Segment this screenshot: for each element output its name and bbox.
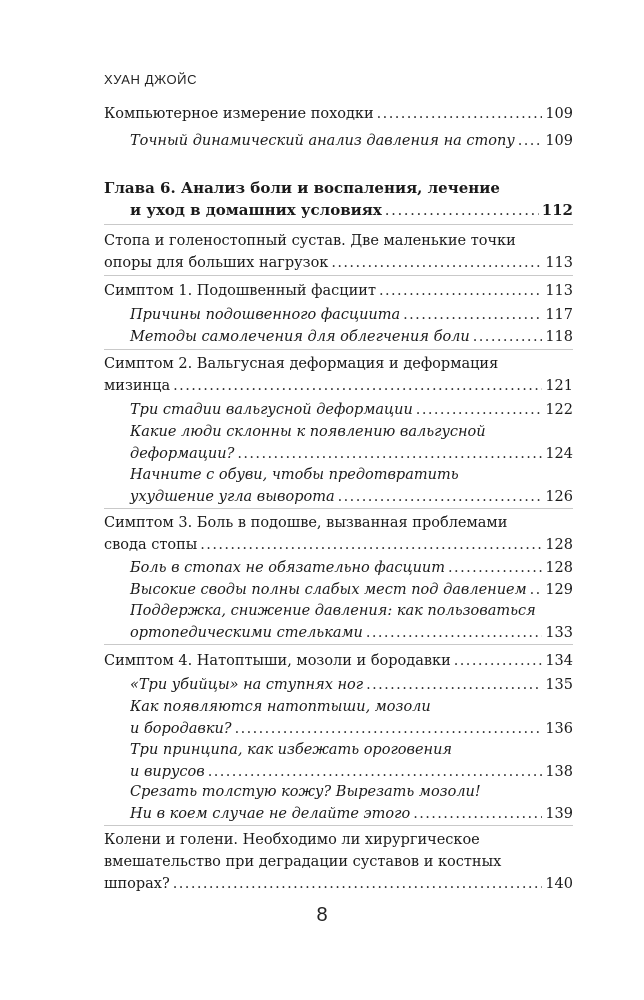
leader-dots xyxy=(366,622,542,644)
leader-dots xyxy=(413,803,542,825)
toc-subentry xyxy=(130,557,573,579)
toc-entry-title-line: Колени и голени. Необходимо ли хирургическое xyxy=(104,832,480,848)
toc-entry xyxy=(104,650,573,672)
leader-dots xyxy=(454,650,543,672)
toc-page-number: 138 xyxy=(545,764,573,780)
toc-entry-title: Три стадии вальгусной деформации xyxy=(130,402,413,418)
toc-page-number: 129 xyxy=(545,582,573,598)
toc-page-number: 135 xyxy=(545,677,573,693)
toc-entry-title: мизинца xyxy=(104,378,171,394)
toc-subentry xyxy=(130,304,573,326)
toc-entry xyxy=(104,280,573,302)
leader-dots xyxy=(530,579,543,601)
toc-subentry xyxy=(130,696,573,740)
toc-entry-title-line: Стопа и голеностопный сустав. Две маленькие точки xyxy=(104,233,516,249)
toc-entry-title: ортопедическими стельками xyxy=(130,625,363,641)
toc-entry-title-line: Симптом 2. Вальгусная деформация и деформация xyxy=(104,356,499,372)
toc-entry xyxy=(104,829,573,895)
section-divider xyxy=(104,275,573,276)
leader-dots xyxy=(173,873,543,895)
toc-page-number: 109 xyxy=(545,106,573,122)
toc-entry-title: Компьютерное измерение походки xyxy=(104,106,374,122)
leader-dots xyxy=(338,486,543,508)
toc-entry-title-line: вмешательство при деградации суставов и костных xyxy=(104,854,502,870)
toc-entry xyxy=(104,512,573,556)
toc-page-number: 136 xyxy=(545,721,573,737)
leader-dots xyxy=(377,103,543,125)
toc-entry-title: Ни в коем случае не делайте этого xyxy=(130,806,411,822)
leader-dots xyxy=(331,252,542,274)
toc-subentry xyxy=(130,130,573,152)
toc-page-number: 133 xyxy=(545,625,573,641)
toc-entry-title: и уход в домашних условиях xyxy=(130,201,382,219)
toc-subentry xyxy=(130,421,573,465)
toc-entry-title: ухудшение угла выворота xyxy=(130,489,335,505)
leader-dots xyxy=(366,674,542,696)
toc-page-number: 134 xyxy=(545,653,573,669)
leader-dots xyxy=(208,761,543,783)
toc-entry xyxy=(104,230,573,274)
leader-dots xyxy=(385,199,539,221)
toc-page-number: 126 xyxy=(545,489,573,505)
toc-entry-title: и вирусов xyxy=(130,764,205,780)
page-number: 8 xyxy=(316,904,328,926)
section-divider xyxy=(104,349,573,350)
toc-page-number: 117 xyxy=(545,307,573,323)
toc-entry-title-line: Срезать толстую кожу? Вырезать мозоли! xyxy=(130,784,481,800)
toc-entry-title: Симптом 1. Подошвенный фасциит xyxy=(104,283,376,299)
toc-entry-title-line: Какие люди склонны к появлению вальгусной xyxy=(130,424,486,440)
leader-dots xyxy=(403,304,542,326)
toc-page-number: 118 xyxy=(545,329,573,345)
toc-page-number: 121 xyxy=(545,378,573,394)
toc-page-number: 128 xyxy=(545,537,573,553)
toc-entry-title-line: Как появляются натоптыши, мозоли xyxy=(130,699,431,715)
toc-entry-title-line: Глава 6. Анализ боли и воспаления, лечение xyxy=(104,179,500,197)
toc-entry-title: свода стопы xyxy=(104,537,198,553)
toc-entry-title: Методы самолечения для облегчения боли xyxy=(130,329,470,345)
toc-subentry xyxy=(130,399,573,421)
toc-subentry xyxy=(130,464,573,508)
toc-entry-title: Боль в стопах не обязательно фасциит xyxy=(130,560,446,576)
toc-subentry xyxy=(130,579,573,601)
leader-dots xyxy=(235,718,543,740)
toc-page-number: 140 xyxy=(545,876,573,892)
section-divider xyxy=(104,644,573,645)
toc-page-number: 113 xyxy=(545,283,573,299)
leader-dots xyxy=(173,375,542,397)
toc-page-number: 124 xyxy=(545,446,573,462)
section-divider xyxy=(104,825,573,826)
toc-page-number: 128 xyxy=(545,560,573,576)
leader-dots xyxy=(200,534,542,556)
leader-dots xyxy=(448,557,542,579)
toc-chapter-entry xyxy=(104,177,573,221)
toc-subentry xyxy=(130,674,573,696)
toc-entry-title: «Три убийцы» на ступнях ног xyxy=(130,677,364,693)
leader-dots xyxy=(237,443,542,465)
toc-entry-title: Симптом 4. Натоптыши, мозоли и бородавки xyxy=(104,653,451,669)
toc-entry-title-line: Начните с обуви, чтобы предотвратить xyxy=(130,467,459,483)
toc-page-number: 112 xyxy=(541,201,573,219)
toc-entry-title: шпорах? xyxy=(104,876,170,892)
toc-entry xyxy=(104,103,573,125)
leader-dots xyxy=(518,130,543,152)
toc-entry-title-line: Симптом 3. Боль в подошве, вызванная проблемами xyxy=(104,515,508,531)
toc-page-number: 122 xyxy=(545,402,573,418)
leader-dots xyxy=(379,280,542,302)
section-divider xyxy=(104,508,573,509)
toc-entry-title: Причины подошвенного фасциита xyxy=(130,307,401,323)
toc-entry-title: деформации? xyxy=(130,446,235,462)
toc-entry-title-line: Поддержка, снижение давления: как пользоваться xyxy=(130,603,536,619)
toc-entry xyxy=(104,353,573,397)
toc-subentry xyxy=(130,600,573,644)
toc-entry-title: Точный динамический анализ давления на стопу xyxy=(130,133,515,149)
toc-subentry xyxy=(130,326,573,348)
toc-entry-title-line: Три принципа, как избежать ороговения xyxy=(130,742,453,758)
toc-page-number: 113 xyxy=(545,255,573,271)
section-divider xyxy=(104,224,573,225)
toc-entry-title: и бородавки? xyxy=(130,721,232,737)
leader-dots xyxy=(416,399,543,421)
toc-page-number: 139 xyxy=(545,806,573,822)
leader-dots xyxy=(473,326,543,348)
toc-subentry xyxy=(130,781,573,825)
toc-subentry xyxy=(130,739,573,783)
toc-page-number: 109 xyxy=(545,133,573,149)
toc-entry-title: Высокие своды полны слабых мест под давлением xyxy=(130,582,527,598)
toc-entry-title: опоры для больших нагрузок xyxy=(104,255,329,271)
running-header: ХУАН ДЖОЙС xyxy=(104,72,198,87)
